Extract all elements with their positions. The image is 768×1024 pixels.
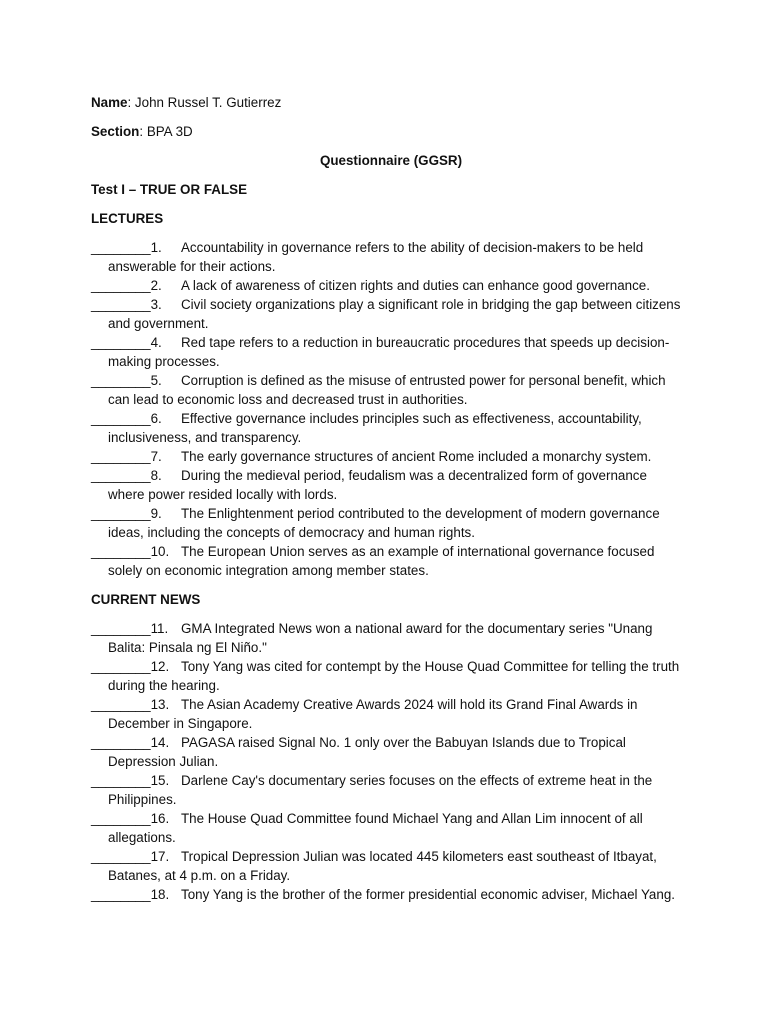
answer-blank[interactable]: ________4. [91, 335, 162, 350]
answer-blank[interactable]: ________14. [91, 735, 170, 750]
question-text: Accountability in governance refers to the ability of decision-makers to be held answerable for their actions. [108, 240, 644, 274]
answer-blank[interactable]: ________7. [91, 449, 162, 464]
name-value: : John Russel T. Gutierrez [127, 95, 282, 110]
question-item [91, 619, 681, 657]
question-text: The House Quad Committee found Michael Yang and Allan Lim innocent of all allegations. [108, 811, 643, 845]
answer-blank[interactable]: ________6. [91, 411, 162, 426]
section-heading: LECTURES [91, 211, 164, 226]
question-item [91, 371, 681, 409]
answer-blank[interactable]: ________11. [91, 621, 169, 636]
question-item [91, 295, 681, 333]
answer-blank[interactable]: ________2. [91, 278, 162, 293]
question-item [91, 466, 681, 504]
question-item [91, 504, 681, 542]
question-item [91, 238, 681, 276]
question-text: A lack of awareness of citizen rights and duties can enhance good governance. [181, 278, 650, 293]
name-label: Name [91, 95, 128, 110]
question-text: Tony Yang was cited for contempt by the House Quad Committee for telling the truth during the hearing. [108, 659, 680, 693]
answer-blank[interactable]: ________9. [91, 506, 162, 521]
section-value: : BPA 3D [139, 124, 193, 139]
question-item [91, 657, 681, 695]
question-sections [91, 209, 681, 904]
question-text: Civil society organizations play a significant role in bridging the gap between citizens and government. [108, 297, 681, 331]
question-item [91, 447, 681, 466]
question-text: The European Union serves as an example of international governance focused solely on economic integration among member states. [108, 544, 655, 578]
answer-blank[interactable]: ________17. [91, 849, 170, 864]
test-heading: Test I – TRUE OR FALSE [91, 182, 247, 197]
answer-blank[interactable]: ________18. [91, 887, 170, 902]
question-text: PAGASA raised Signal No. 1 only over the Babuyan Islands due to Tropical Depression Julian. [108, 735, 626, 769]
document-content [91, 93, 681, 914]
answer-blank[interactable]: ________12. [91, 659, 170, 674]
question-item [91, 409, 681, 447]
question-text: Darlene Cay's documentary series focuses on the effects of extreme heat in the Philippines. [108, 773, 653, 807]
question-text: The early governance structures of ancient Rome included a monarchy system. [181, 449, 652, 464]
answer-blank[interactable]: ________3. [91, 297, 162, 312]
answer-blank[interactable]: ________8. [91, 468, 162, 483]
question-item [91, 885, 681, 904]
answer-blank[interactable]: ________16. [91, 811, 170, 826]
question-text: The Asian Academy Creative Awards 2024 will hold its Grand Final Awards in December in Singapore. [108, 697, 638, 731]
answer-blank[interactable]: ________15. [91, 773, 170, 788]
answer-blank[interactable]: ________5. [91, 373, 162, 388]
question-text: Corruption is defined as the misuse of entrusted power for personal benefit, which can lead to economic loss and decreased trust in authorities. [108, 373, 666, 407]
question-item [91, 771, 681, 809]
question-item [91, 847, 681, 885]
question-list [91, 238, 681, 580]
section-field [91, 122, 681, 141]
section-heading: CURRENT NEWS [91, 592, 201, 607]
question-text: GMA Integrated News won a national award for the documentary series "Unang Balita: Pinsala ng El Niño." [108, 621, 653, 655]
question-list [91, 619, 681, 904]
question-item [91, 276, 681, 295]
question-item [91, 333, 681, 371]
question-item [91, 695, 681, 733]
question-text: The Enlightenment period contributed to the development of modern governance ideas, including the concepts of democracy and human rights. [108, 506, 660, 540]
name-field [91, 93, 681, 112]
question-item [91, 809, 681, 847]
answer-blank[interactable]: ________10. [91, 544, 170, 559]
answer-blank[interactable]: ________1. [91, 240, 162, 255]
answer-blank[interactable]: ________13. [91, 697, 170, 712]
section-label: Section [91, 124, 140, 139]
question-text: Red tape refers to a reduction in bureaucratic procedures that speeds up decision-making processes. [108, 335, 670, 369]
question-text: During the medieval period, feudalism was a decentralized form of governance where power resided locally with lords. [108, 468, 647, 502]
question-text: Tropical Depression Julian was located 445 kilometers east southeast of Itbayat, Batanes, at 4 p.m. on a Friday. [108, 849, 657, 883]
question-item [91, 733, 681, 771]
question-item [91, 542, 681, 580]
page-title: Questionnaire (GGSR) [319, 153, 463, 168]
question-text: Tony Yang is the brother of the former presidential economic adviser, Michael Yang. [181, 887, 675, 902]
question-text: Effective governance includes principles such as effectiveness, accountability, inclusiveness, and transparency. [108, 411, 642, 445]
